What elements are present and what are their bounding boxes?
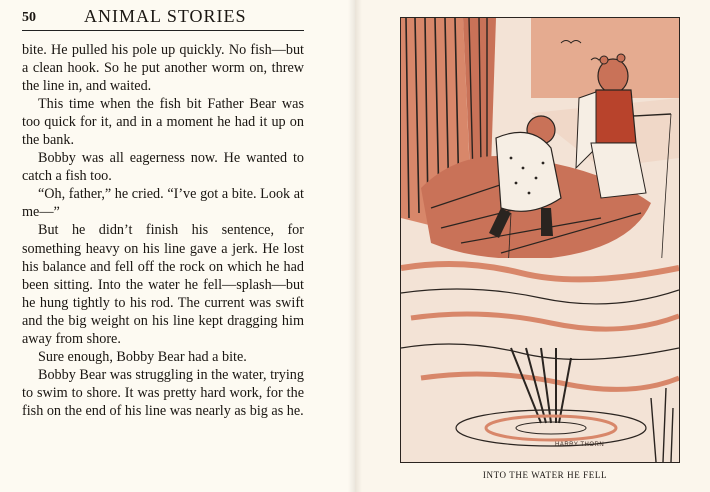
illustration-frame: [400, 17, 680, 463]
illustrator-signature: HARRY THORN: [555, 442, 605, 448]
paragraph: But he didn’t finish his sentence, for something heavy on his line gave a jerk. He lost his balance and fell off the rock on which he had been sitting. Into the water he fell—splash—but he hung tightly to his rod. The current was swift and the big weight on his line kept dragging him away from shore.: [22, 222, 304, 347]
page-number: 50: [22, 10, 36, 25]
body-text: [22, 41, 304, 420]
running-head: [22, 6, 322, 28]
illustration-caption: INTO THE WATER HE FELL: [482, 470, 608, 480]
paragraph: Sure enough, Bobby Bear had a bite.: [38, 348, 247, 365]
running-title: ANIMAL STORIES: [84, 6, 247, 26]
paragraph: This time when the fish bit Father Bear was too quick for it, and in a moment he had it up on the bank.: [22, 96, 304, 149]
paragraph: Bobby was all eagerness now. He wanted to catch a fish too.: [22, 150, 304, 185]
paragraph: Bobby Bear was struggling in the water, trying to swim to shore. It was pretty hard work, for the fish on the end of his line was nearly as big as he.: [22, 366, 304, 419]
header-rule: [22, 30, 304, 31]
paragraph: bite. He pulled his pole up quickly. No fish—but a clean hook. So he put another worm on, threw the line in, and waited.: [22, 42, 304, 95]
fishing-bears-illustration: [401, 18, 679, 462]
book-gutter: [348, 0, 362, 492]
paragraph: “Oh, father,” he cried. “I’ve got a bite. Look at me—”: [22, 186, 304, 221]
